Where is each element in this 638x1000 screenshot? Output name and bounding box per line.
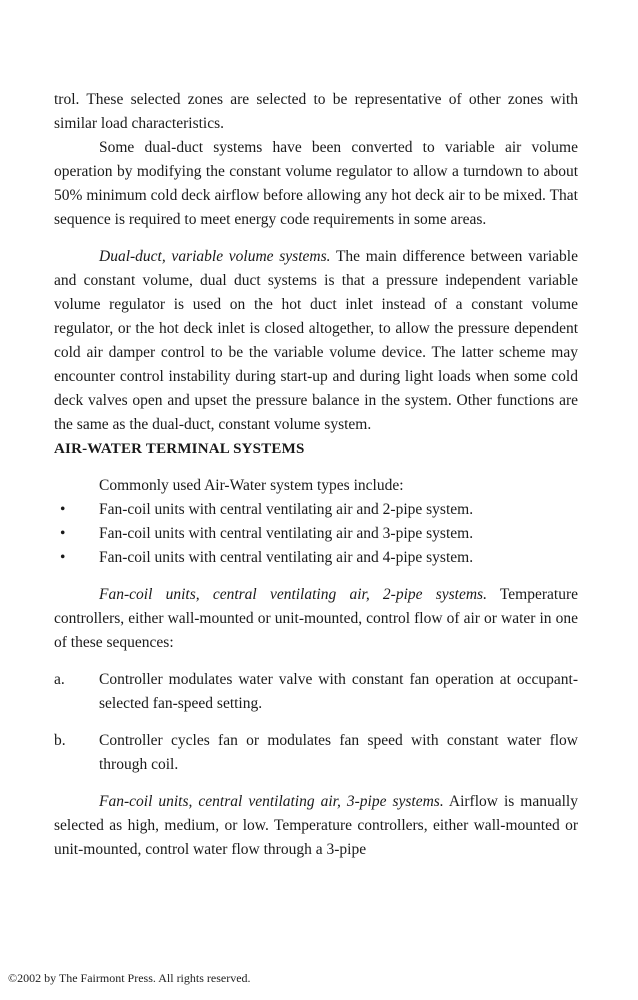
- copyright-footer: ©2002 by The Fairmont Press. All rights reserved.: [8, 971, 251, 985]
- list-item-text: Controller cycles fan or modulates fan speed with constant water flow through coil.: [99, 732, 578, 773]
- list-item: [54, 498, 578, 522]
- list-marker: b.: [54, 732, 66, 749]
- paragraph-3-pipe-systems: [54, 790, 578, 862]
- paragraph-dual-duct-variable-volume: [54, 245, 578, 437]
- list-item-text: Fan-coil units with central ventilating air and 3-pipe system.: [99, 525, 474, 542]
- paragraph-dual-duct-conversion: Some dual-duct systems have been converted to variable air volume operation by modifying the constant volume regulator to allow a turndown to about 50% minimum cold deck airflow before allowing any hot deck air to be mixed. That sequence is required to meet energy code requirements in some areas.: [54, 139, 578, 228]
- bullet-marker: •: [60, 501, 66, 518]
- section-heading: AIR-WATER TERMINAL SYSTEMS: [54, 441, 305, 457]
- bullet-marker: •: [60, 549, 66, 566]
- list-item: [54, 668, 578, 716]
- document-page: [54, 88, 578, 862]
- paragraph-run-in-title: Dual-duct, variable volume systems.: [99, 248, 331, 265]
- section-intro: Commonly used Air-Water system types include:: [99, 477, 404, 494]
- paragraph-body: Airflow is manually selected as high, medium, or low. Temperature controllers, either wall-mounted or unit-mounted, control water flow through a 3-pipe: [54, 793, 578, 858]
- list-item-text: Fan-coil units with central ventilating air and 4-pipe system.: [99, 549, 474, 566]
- paragraph-body: Temperature controllers, either wall-mounted or unit-mounted, control flow of air or water in one of these sequences:: [54, 586, 578, 651]
- list-item-text: Controller modulates water valve with constant fan operation at occupant-selected fan-speed setting.: [99, 671, 578, 712]
- sequence-list: [54, 668, 578, 777]
- list-item: [54, 522, 578, 546]
- system-types-list: [54, 498, 578, 570]
- paragraph-run-in-title: Fan-coil units, central ventilating air, 2-pipe systems.: [99, 586, 487, 603]
- list-item: [54, 546, 578, 570]
- bullet-marker: •: [60, 525, 66, 542]
- paragraph-continuation: trol. These selected zones are selected to be representative of other zones with similar load characteristics.: [54, 91, 578, 132]
- paragraph-run-in-title: Fan-coil units, central ventilating air, 3-pipe systems.: [99, 793, 444, 810]
- paragraph-2-pipe-systems: [54, 583, 578, 655]
- paragraph-body: The main difference between variable and constant volume, dual duct systems is that a pressure independent variable volume regulator is used on the hot duct inlet instead of a constant volume regulator, or the hot deck inlet is closed altogether, to allow the pressure dependent cold air damper control to be the variable volume device. The latter scheme may encounter control instability during start-up and during light loads when some cold deck valves open and upset the pressure balance in the system. Other functions are the same as the dual-duct, constant volume system.: [54, 248, 578, 433]
- list-item: [54, 729, 578, 777]
- list-item-text: Fan-coil units with central ventilating air and 2-pipe system.: [99, 501, 474, 518]
- list-marker: a.: [54, 671, 65, 688]
